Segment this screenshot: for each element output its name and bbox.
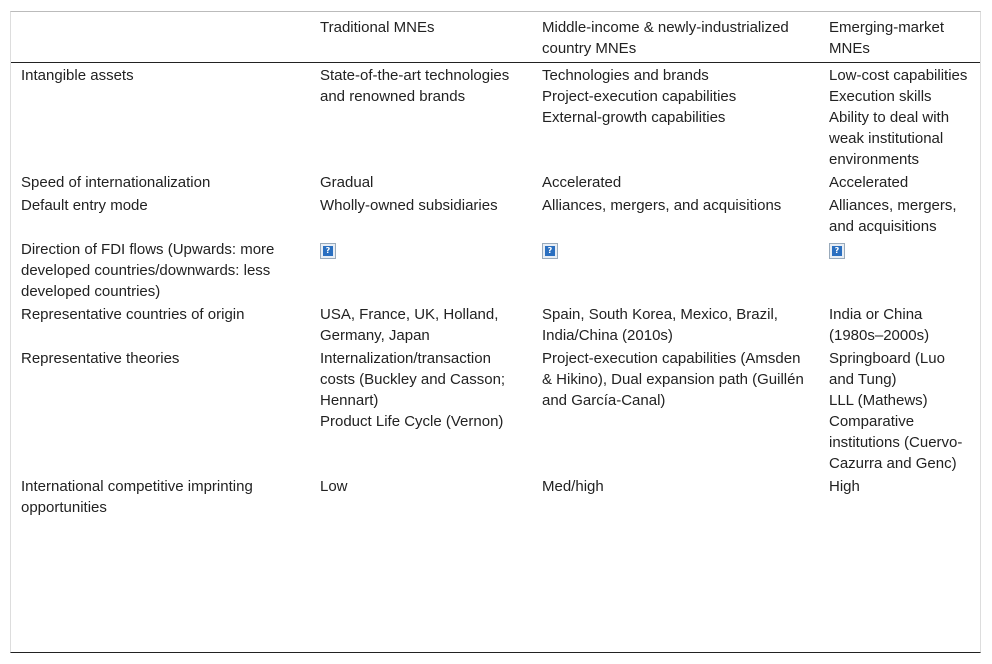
cell-line: Technologies and brands <box>542 67 709 84</box>
cell-line: Project-execution capabilities <box>542 88 737 105</box>
table-cell <box>819 346 980 474</box>
image-placeholder-glyph: ? <box>832 246 842 256</box>
table-cell <box>310 346 532 474</box>
mne-comparison-table <box>11 12 980 518</box>
image-placeholder-icon[interactable] <box>829 243 845 259</box>
row-label: International competitive imprinting opportunities <box>21 478 253 516</box>
table-cell <box>532 170 819 193</box>
image-placeholder-icon[interactable] <box>542 243 558 259</box>
header-emerging-market-mnes: Emerging-market MNEs <box>819 12 980 63</box>
header-middle-income-mnes: Middle-income & newly-industrialized country MNEs <box>532 12 819 63</box>
cell-line: Execution skills <box>829 88 932 105</box>
row-label: Default entry mode <box>21 197 148 214</box>
cell-line: Ability to deal with weak institutional environments <box>829 109 950 168</box>
cell-line: Low-cost capabilities <box>829 67 968 84</box>
cell-line: USA, France, UK, Holland, Germany, Japan <box>320 306 499 344</box>
cell-line: External-growth capabilities <box>542 109 726 126</box>
table-cell <box>819 170 980 193</box>
table-row <box>11 170 980 193</box>
cell-line: Low <box>320 478 348 495</box>
cell-line: Med/high <box>542 478 604 495</box>
cell-line: Comparative institutions (Cuervo-Cazurra and Genc) <box>829 413 963 472</box>
table-cell <box>310 193 532 237</box>
table-cell <box>310 63 532 171</box>
cell-line: Product Life Cycle (Vernon) <box>320 413 504 430</box>
table-cell <box>532 63 819 171</box>
cell-line: Alliances, mergers, and acquisitions <box>542 197 782 214</box>
cell-line: LLL (Mathews) <box>829 392 928 409</box>
cell-line: High <box>829 478 860 495</box>
table-row <box>11 193 980 237</box>
table-cell <box>819 474 980 518</box>
table-row <box>11 474 980 518</box>
cell-line: Wholly-owned subsidiaries <box>320 197 498 214</box>
table-cell <box>310 237 532 302</box>
table-row <box>11 63 980 171</box>
table-cell <box>532 302 819 346</box>
table-cell <box>532 474 819 518</box>
header-empty <box>11 12 310 63</box>
comparison-table-container <box>10 11 981 653</box>
cell-line: Spain, South Korea, Mexico, Brazil, India/China (2010s) <box>542 306 778 344</box>
row-label: Direction of FDI flows (Upwards: more developed countries/downwards: less developed countries) <box>21 241 275 300</box>
table-cell <box>310 170 532 193</box>
table-cell <box>819 237 980 302</box>
cell-line: Accelerated <box>542 174 622 191</box>
cell-line: Project-execution capabilities (Amsden & Hikino), Dual expansion path (Guillén and García-Canal) <box>542 350 804 409</box>
row-label: Speed of internationalization <box>21 174 211 191</box>
image-placeholder-glyph: ? <box>545 246 555 256</box>
row-label: Representative countries of origin <box>21 306 245 323</box>
table-cell <box>819 193 980 237</box>
header-row <box>11 12 980 63</box>
cell-line: Gradual <box>320 174 374 191</box>
cell-line: Internalization/transaction costs (Buckley and Casson; Hennart) <box>320 350 506 409</box>
table-cell <box>532 193 819 237</box>
header-traditional-mnes: Traditional MNEs <box>310 12 532 63</box>
table-cell <box>310 474 532 518</box>
cell-line: Alliances, mergers, and acquisitions <box>829 197 957 235</box>
table-row <box>11 237 980 302</box>
cell-line: India or China (1980s–2000s) <box>829 306 930 344</box>
table-cell <box>310 302 532 346</box>
table-cell <box>819 302 980 346</box>
cell-line: State-of-the-art technologies and renowned brands <box>320 67 510 105</box>
table-cell <box>532 237 819 302</box>
table-row <box>11 346 980 474</box>
cell-line: Springboard (Luo and Tung) <box>829 350 945 388</box>
cell-line: Accelerated <box>829 174 909 191</box>
table-row <box>11 302 980 346</box>
image-placeholder-glyph: ? <box>323 246 333 256</box>
image-placeholder-icon[interactable] <box>320 243 336 259</box>
table-cell <box>532 346 819 474</box>
row-label: Representative theories <box>21 350 180 367</box>
table-cell <box>819 63 980 171</box>
row-label: Intangible assets <box>21 67 134 84</box>
